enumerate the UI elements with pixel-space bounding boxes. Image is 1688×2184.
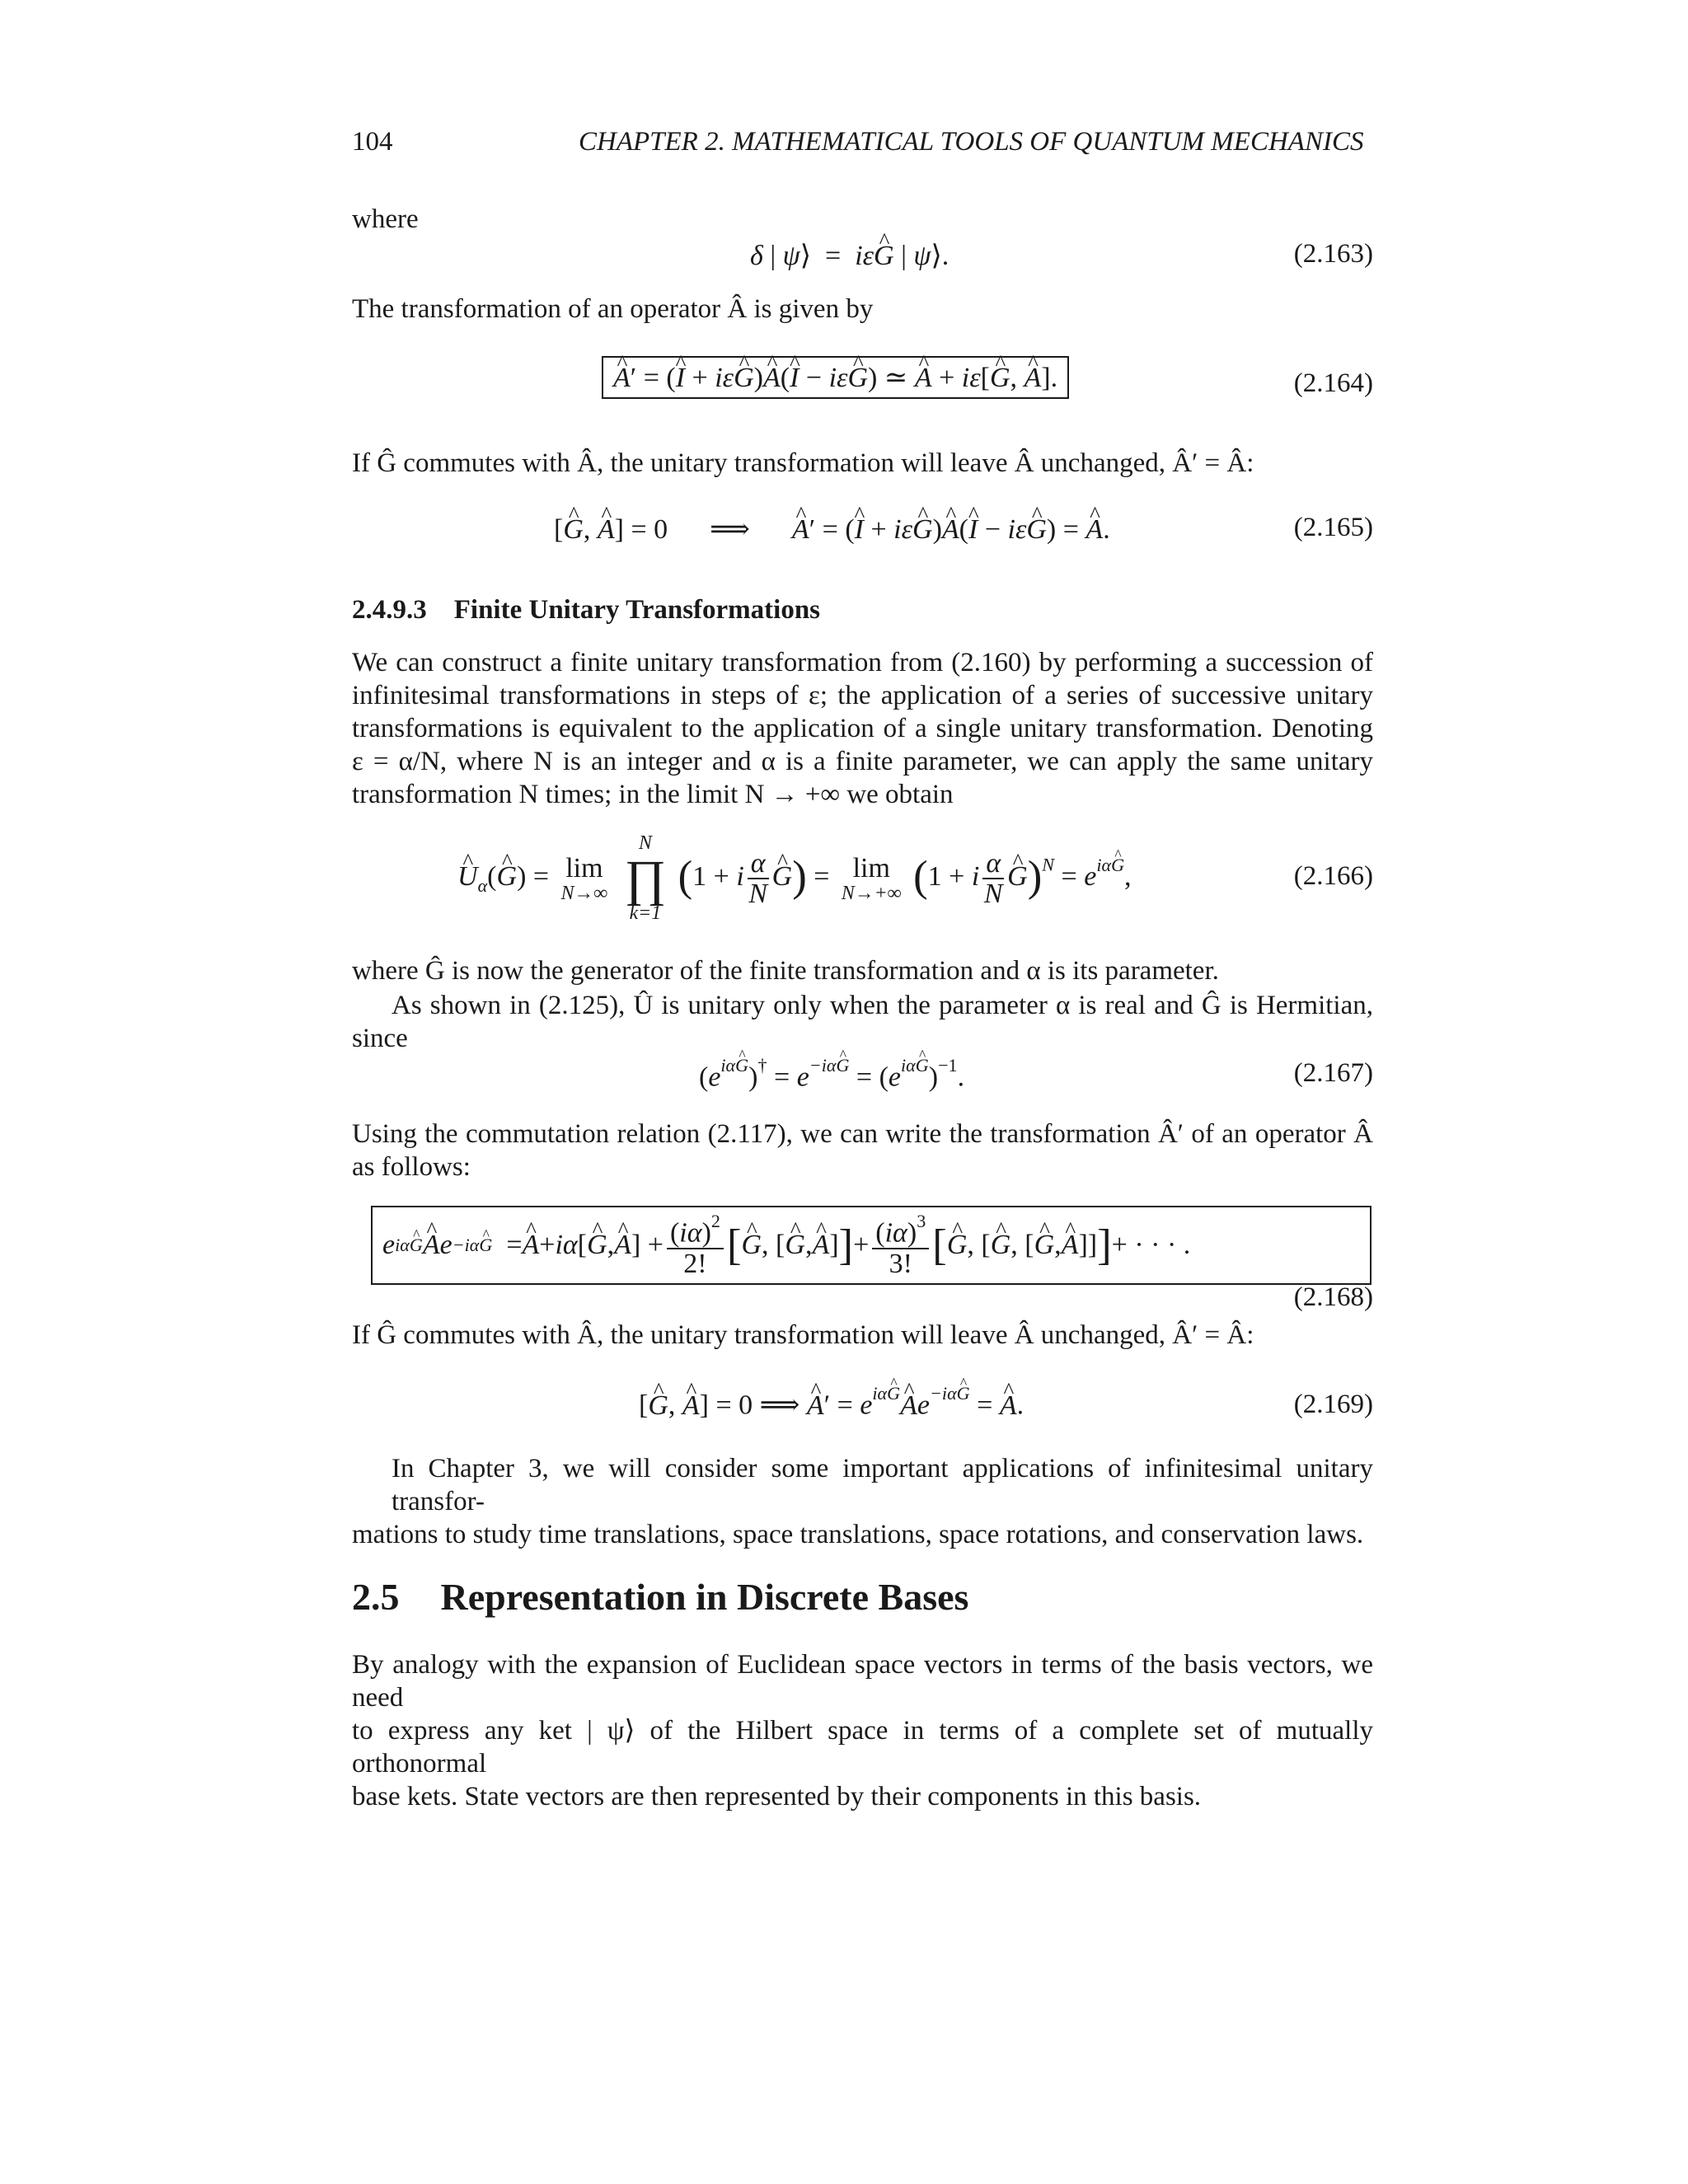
text-commutes-1: If Ĝ commutes with Â, the unitary transformation will leave Â unchanged, Â′ = Â: (352, 448, 1254, 478)
paragraph-analogy (352, 1648, 1373, 1813)
paragraph-using-comm (352, 1118, 1373, 1183)
text-where: where (352, 204, 419, 234)
paragraph-as-shown (352, 989, 1373, 1055)
equation-number: (2.167) (1293, 1058, 1373, 1088)
equation-number: (2.165) (1293, 513, 1373, 542)
text-transform-intro: The transformation of an operator Â is given by (352, 294, 874, 324)
equation-2-165: [^ G, ^ A] = 0 ⟹ ^ A′ = (^ I + iε^ G)^ A(^ I − iε^ G) = ^ A. (554, 513, 1110, 546)
text-line: infinitesimal transformations in steps of ε; the application of a series of successive unitary (352, 681, 1373, 710)
section-number: 2.5 (352, 1576, 400, 1618)
page-number: 104 (352, 127, 393, 157)
equation-2-168: e iα^ G ^ A e −iα^ G = ^ A + iα [ ^ G , ^ A ] + $\frac{(i\alpha)^2}{2!}$ [ ^ G , [ ^ G , ^ A ] ] + $\frac{(i\alpha)^3}{3!}$ [ ^ G , [ ^ G , [ ^ G , ^ A ]] ] + · · · . (371, 1206, 1372, 1285)
equation-2-169: [^ G, ^ A] = 0 ⟹ ^ $A' = e^{i\alpha\^{} G}\^{}$ $Ae^{-i\alpha\^{} G}$ = ^ A. (639, 1383, 1024, 1422)
section-heading (352, 1572, 968, 1622)
equation-number: (2.169) (1293, 1390, 1373, 1419)
text-line: since (352, 1024, 408, 1053)
equation-2-166: ^ $U_\alpha(\^{}$ G) = lim N→∞ N ∏ k=1 (1 + i $\frac{\alpha}{N}$ ^ G) = lim N→+∞ (1 + i $\frac{\alpha}{N}$ ^ $G)^N = e^{i\alpha\^{} G}$, (457, 834, 1132, 924)
text-line: In Chapter 3, we will consider some important applications of infinitesimal unitary transfor- (392, 1454, 1373, 1516)
equation-2-167: $(e^{i\alpha\^{} G})^\dagger = e^{-i\alpha\^{} G} = (e^{i\alpha\^{} G})^{-1}$. (699, 1055, 964, 1094)
text-line: mations to study time translations, space translations, space rotations, and conservation laws. (352, 1520, 1364, 1549)
equation-number: (2.163) (1293, 239, 1373, 269)
text-line: As shown in (2.125), Û is unitary only when the parameter α is real and Ĝ is Hermitian, (392, 991, 1373, 1020)
text-commutes-2: If Ĝ commutes with Â, the unitary transformation will leave Â unchanged, Â′ = Â: (352, 1320, 1254, 1350)
equation-number: (2.164) (1293, 368, 1373, 398)
running-title: CHAPTER 2. MATHEMATICAL TOOLS OF QUANTUM MECHANICS (579, 127, 1364, 157)
equation-number: (2.166) (1293, 861, 1373, 891)
paragraph-finite (352, 646, 1373, 811)
text-where-generator: where Ĝ is now the generator of the finite transformation and α is its parameter. (352, 956, 1219, 986)
subsubsection-heading: 2.4.9.3 Finite Unitary Transformations (352, 595, 821, 625)
text-line: ε = α/N, where N is an integer and α is a finite parameter, we can apply the same unitary (352, 747, 1373, 776)
paragraph-chapter3 (352, 1452, 1373, 1551)
text-line: as follows: (352, 1152, 471, 1182)
equation-number: (2.168) (1293, 1282, 1373, 1312)
text-line: By analogy with the expansion of Euclidean space vectors in terms of the basis vectors, we need (352, 1650, 1373, 1713)
text-line: transformations is equivalent to the application of a single unitary transformation. Denoting (352, 714, 1373, 743)
text-line: We can construct a finite unitary transformation from (2.160) by performing a succession of (352, 648, 1373, 677)
text-line: to express any ket | ψ⟩ of the Hilbert space in terms of a complete set of mutually orthonormal (352, 1716, 1373, 1779)
text-line: Using the commutation relation (2.117), we can write the transformation Â′ of an operator Â (352, 1119, 1373, 1149)
equation-2-164: ^ A′ = (^ I + iε^ G)^ A(^ I − iε^ G) ≃ ^ A + iε[^ G, ^ A]. (602, 356, 1069, 399)
equation-2-163: δ | ψ⟩ = iε^ G | ψ⟩. (750, 239, 949, 272)
text-line: transformation N times; in the limit N → +∞ we obtain (352, 780, 954, 809)
text-line: base kets. State vectors are then represented by their components in this basis. (352, 1782, 1202, 1811)
section-title: Representation in Discrete Bases (440, 1576, 969, 1618)
